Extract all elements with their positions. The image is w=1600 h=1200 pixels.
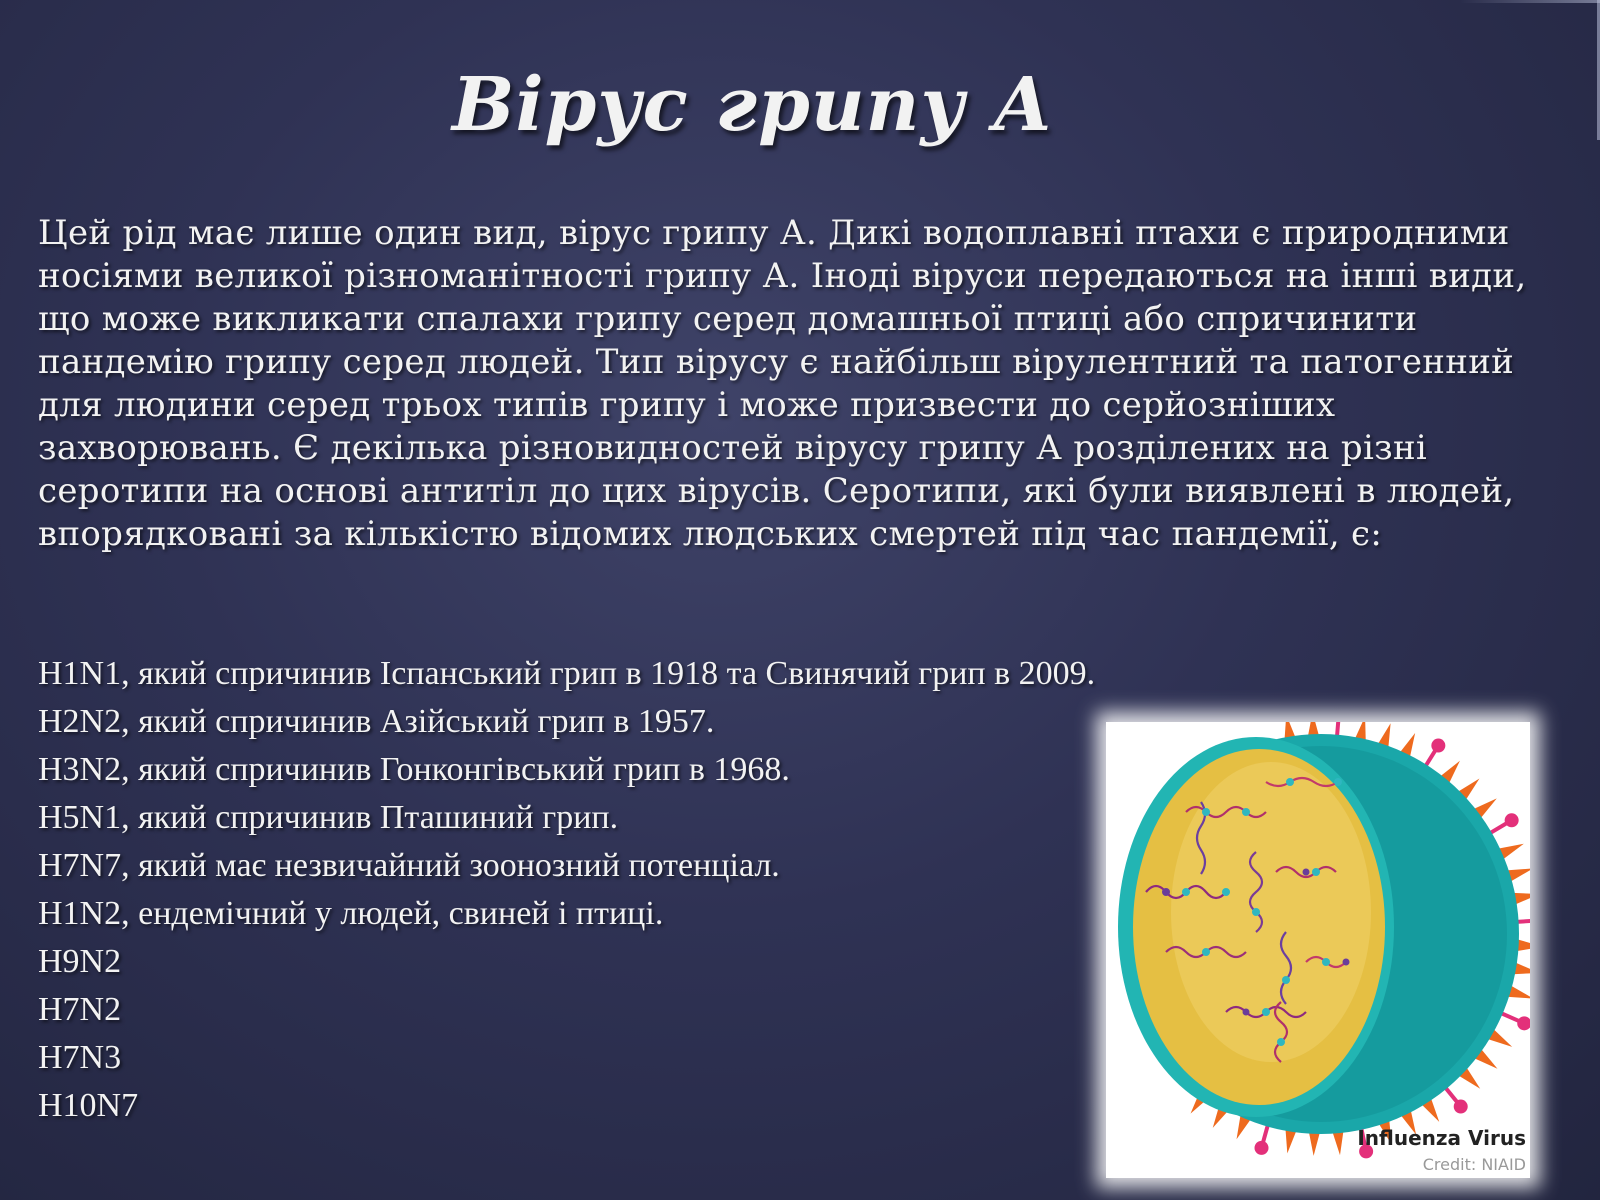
serotype-item: H10N7 xyxy=(38,1087,139,1124)
influenza-virus-illustration xyxy=(1106,722,1530,1178)
serotype-list xyxy=(38,650,1138,1130)
slide-corner-decoration xyxy=(1557,0,1600,140)
slide-corner-decoration-top xyxy=(1460,0,1600,3)
slide-title: Вірус грипу А xyxy=(452,62,1054,148)
spike-stalk xyxy=(1517,920,1530,922)
serotype-item: H9N2 xyxy=(38,943,122,980)
serotype-item: H7N3 xyxy=(38,1039,122,1076)
serotype-item: H7N2 xyxy=(38,991,122,1028)
spike-head xyxy=(1454,1100,1468,1114)
serotype-item: H3N2, який спричинив Гонконгівський грип в 1968. xyxy=(38,751,790,788)
spike-head xyxy=(1255,1141,1269,1155)
spike-head xyxy=(1505,813,1519,827)
serotype-item: H1N1, який спричинив Іспанський грип в 1918 та Свинячий грип в 2009. xyxy=(38,655,1096,692)
influenza-virus-image xyxy=(1106,722,1530,1178)
spike-head xyxy=(1517,1016,1530,1030)
serotype-item: H7N7, який має незвичайний зоонозний потенціал. xyxy=(38,847,780,884)
serotype-item: H5N1, який спричинив Пташиний грип. xyxy=(38,799,619,836)
spike-head xyxy=(1431,739,1445,753)
serotype-item: H2N2, який спричинив Азійський грип в 1957. xyxy=(38,703,715,740)
figure-caption: Influenza Virus xyxy=(1357,1126,1526,1150)
figure-credit: Credit: NIAID xyxy=(1422,1155,1526,1174)
intro-paragraph: Цей рід має лише один вид, вірус грипу А. Дикі водоплавні птахи є природними носіями великої різноманітності грипу А. Іноді віруси передаються на інші види, що може викликати спалахи грипу серед домашньої птиці або спричинити пандемію грипу серед людей. Тип вірусу є найбільш вірулентний та патогенний для людини серед трьох типів грипу і може призвести до серйозніших захворювань. Є декілька різновидностей вірусу грипу А розділених на різні серотипи на основі антитіл до цих вірусів. Серотипи, які були виявлені в людей, впорядковані за кількістю відомих людських смертей під час пандемії, є: xyxy=(38,213,1527,554)
serotype-item: H1N2, ендемічний у людей, свиней і птиці. xyxy=(38,895,664,932)
